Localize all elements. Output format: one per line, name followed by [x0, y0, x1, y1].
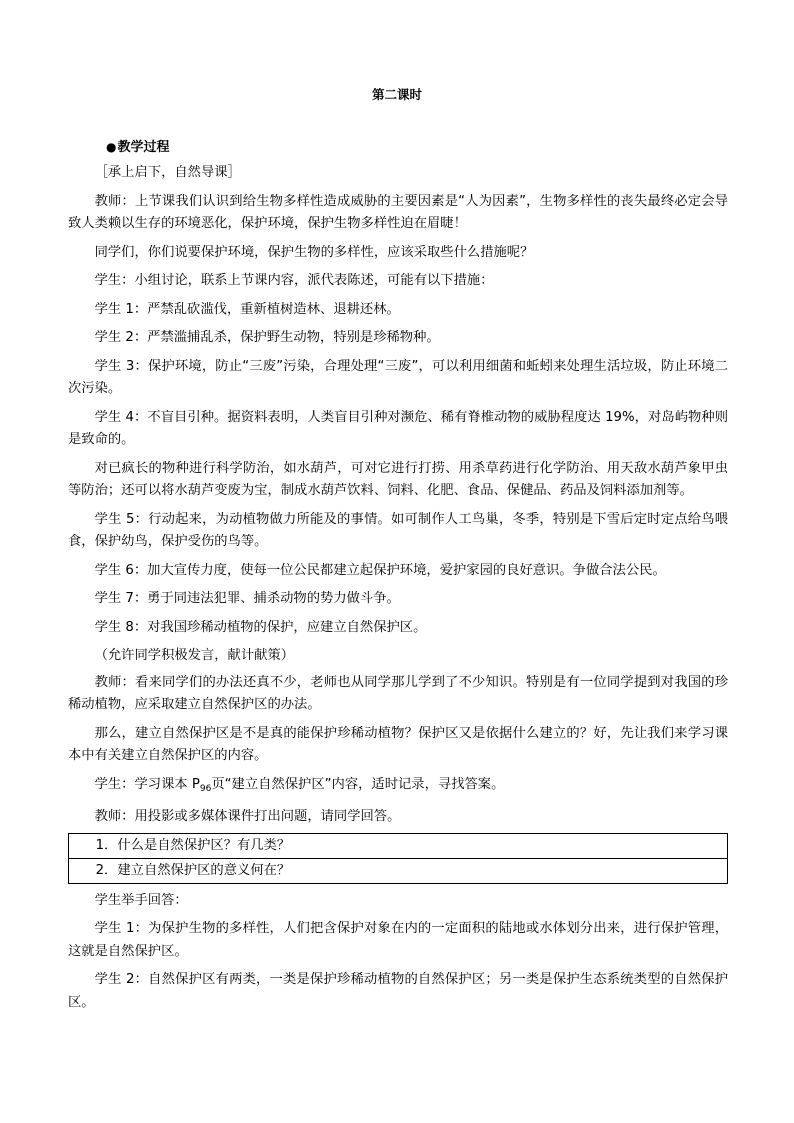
paragraph: 对已疯长的物种进行科学防治，如水葫芦，可对它进行打捞、用杀草药进行化学防治、用天敌水葫芦象甲虫等防治；还可以将水葫芦变废为宝，制成水葫芦饮料、饲料、化肥、食品、保健品、药品及饲料添加剂等。	[68, 460, 728, 498]
paragraph: 学生 4：不盲目引种。据资料表明，人类盲目引种对濒危、稀有脊椎动物的威胁程度达 19%，对岛屿物种则是致命的。	[68, 409, 728, 447]
paragraph: 那么，建立自然保护区是不是真的能保护珍稀动植物？保护区又是依据什么建立的？好，先让我们来学习课本中有关建立自然保护区的内容。	[68, 725, 728, 763]
paragraph: 学生：小组讨论，联系上节课内容，派代表陈述，可能有以下措施：	[94, 273, 494, 288]
paragraph: 学生 2：严禁滥捕乱杀，保护野生动物，特别是珍稀物种。	[94, 330, 440, 345]
study-suffix: 页“建立自然保护区”内容，适时记录，寻找答案。	[211, 776, 505, 792]
paragraph: 学生 7：勇于同违法犯罪、捕杀动物的势力做斗争。	[94, 591, 400, 606]
paragraph: 教师：上节课我们认识到给生物多样性造成威胁的主要因素是“人为因素”，生物多样性的丧失最终必定会导致人类赖以生存的环境恶化，保护环境，保护生物多样性迫在眉睫！	[68, 193, 728, 231]
paragraph: （允许同学积极发言，献计献策）	[94, 648, 295, 663]
paragraph: 学生 6：加大宣传力度，使每一位公民都建立起保护环境，爱护家园的良好意识。争做合法公民。	[94, 562, 666, 578]
paragraph: ［承上启下，自然导课］	[94, 165, 241, 180]
study-prefix: 学生：学习课本 P	[94, 776, 200, 792]
paragraph: 同学们，你们说要保护环境，保护生物的多样性，应该采取些什么措施呢？	[94, 244, 534, 260]
paragraph: 学生举手回答：	[94, 892, 188, 908]
paragraph: 教师：用投影或多媒体课件打出问题，请同学回答。	[94, 809, 401, 824]
section-heading-text: 教学过程	[117, 140, 170, 155]
paragraph: 学生 2：自然保护区有两类，一类是保护珍稀动植物的自然保护区；另一类是保护生态系统类型的自然保护区。	[68, 972, 728, 1010]
paragraph: 学生 8：对我国珍稀动植物的保护，应建立自然保护区。	[94, 619, 427, 635]
page-title: 第二课时	[371, 87, 422, 102]
paragraph: 教师：看来同学们的办法还真不少，老师也从同学那儿学到了不少知识。特别是有一位同学提到对我国的珍稀动植物，应采取建立自然保护区的办法。	[68, 674, 728, 712]
study-instruction	[68, 774, 728, 801]
bullet-icon: ●	[106, 140, 117, 154]
question-item: 1．什么是自然保护区？有几类？	[95, 837, 291, 853]
paragraph: 学生 1：为保护生物的多样性，人们把含保护对象在内的一定面积的陆地或水体划分出来，进行保护管理，这就是自然保护区。	[68, 921, 728, 959]
document-body	[68, 162, 728, 1020]
paragraph: 学生 1：严禁乱砍滥伐，重新植树造林、退耕还林。	[94, 301, 400, 317]
page-number-subscript: 96	[199, 783, 212, 794]
question-item: 2．建立自然保护区的意义何在？	[69, 858, 727, 883]
paragraph: 学生 5：行动起来，为动植物做力所能及的事情。如可制作人工鸟巢，冬季，特别是下雪后定时定点给鸟喂食，保护幼鸟，保护受伤的鸟等。	[68, 511, 728, 549]
paragraph: 学生 3：保护环境，防止“三废”污染，合理处理“三废”，可以利用细菌和蚯蚓来处理生活垃圾，防止环境二次污染。	[68, 358, 728, 396]
questions-box	[68, 833, 728, 884]
section-heading	[106, 138, 170, 157]
